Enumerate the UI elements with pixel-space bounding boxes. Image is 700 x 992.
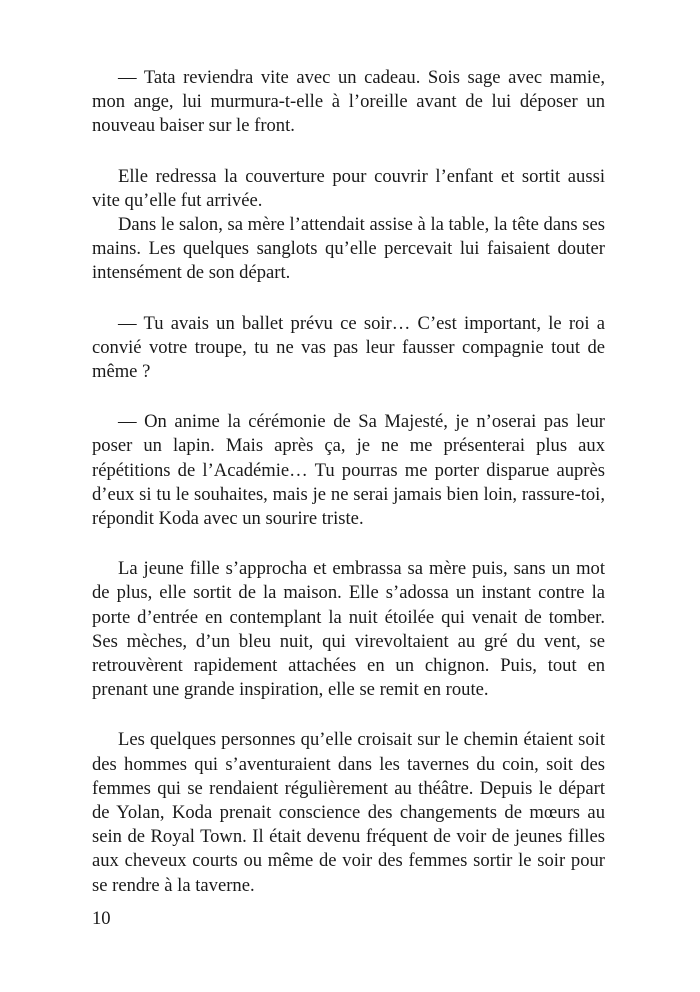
paragraph-7: Les quelques personnes qu’elle croisait sur le chemin étaient soit des hommes qui s’aventuraient dans les tavernes du coin, soit des femmes qui se rendaient régulièrement au théâtre. Depuis le départ de Yolan, Koda prenait conscience des changements de mœurs au sein de Royal Town. Il était devenu fréquent de voir de jeunes filles aux cheveux courts ou même de voir des femmes sortir le soir pour se rendre à la taverne. <box>92 729 605 896</box>
paragraph-5: — On anime la cérémonie de Sa Majesté, je n’oserai pas leur poser un lapin. Mais après ça, je ne me présenterai plus aux répétitions de l’Académie… Tu pourras me porter disparue auprès d’eux si tu le souhaites, mais je ne serai jamais bien loin, rassure-toi, répondit Koda avec un sourire triste. <box>92 411 605 530</box>
page-body <box>92 66 605 898</box>
paragraph-4: — Tu avais un ballet prévu ce soir… C’est important, le roi a convié votre troupe, tu ne vas pas leur fausser compagnie tout de même ? <box>92 312 605 383</box>
paragraph-1: — Tata reviendra vite avec un cadeau. Sois sage avec mamie, mon ange, lui murmura-t-elle à l’oreille avant de lui déposer un nouveau baiser sur le front. <box>92 67 605 137</box>
paragraph-2: Elle redressa la couverture pour couvrir l’enfant et sortit aussi vite qu’elle fut arrivée. <box>92 165 605 211</box>
paragraph-3: Dans le salon, sa mère l’attendait assise à la table, la tête dans ses mains. Les quelques sanglots qu’elle percevait lui faisaient douter intensément de son départ. <box>92 214 605 284</box>
paragraph-6: La jeune fille s’approcha et embrassa sa mère puis, sans un mot de plus, elle sortit de la maison. Elle s’adossa un instant contre la porte d’entrée en contemplant la nuit étoilée qui venait de tomber. Ses mèches, d’un bleu nuit, qui virevoltaient au gré du vent, se retrouvèrent rapidement attachées en un chignon. Puis, tout en prenant une grande inspiration, elle se remit en route. <box>92 558 605 701</box>
page-number: 10 <box>92 908 111 929</box>
